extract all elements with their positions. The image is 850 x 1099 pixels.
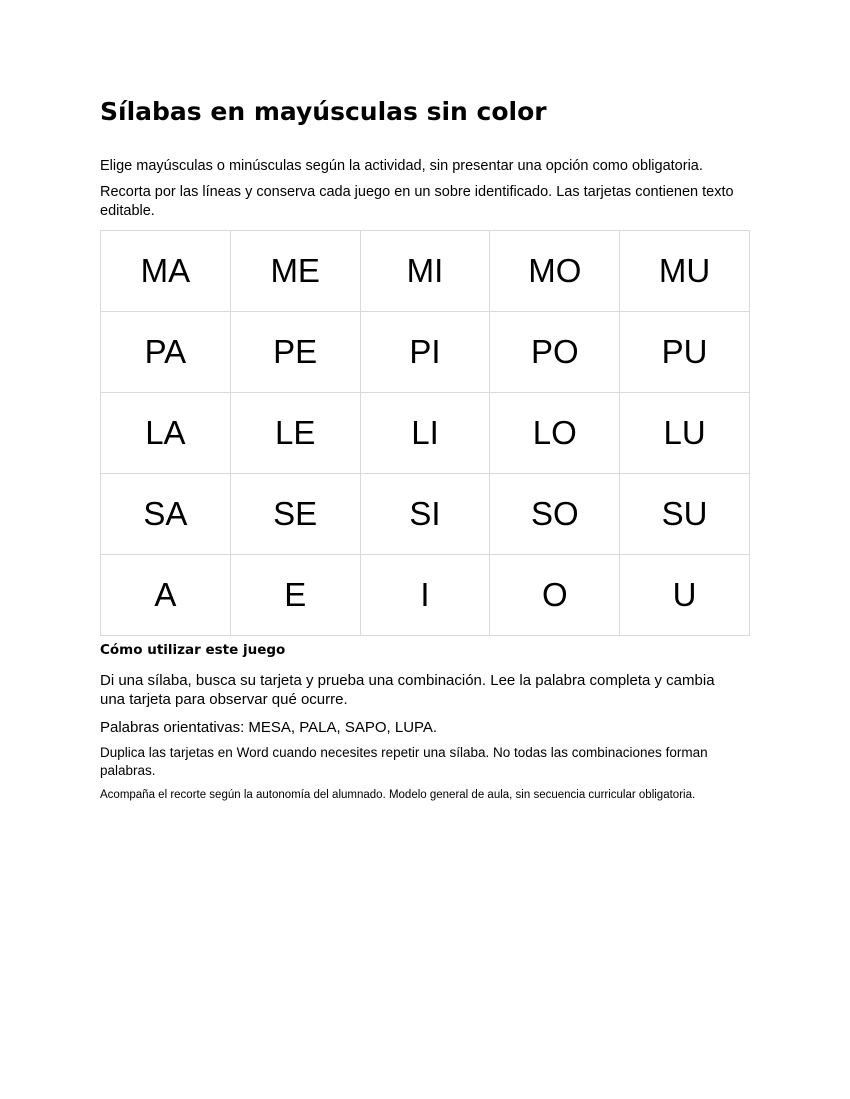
syllable-card: MU: [620, 231, 750, 312]
syllable-card: PI: [360, 312, 490, 393]
syllable-card: PU: [620, 312, 750, 393]
syllable-card: MI: [360, 231, 490, 312]
guide-words: Palabras orientativas: MESA, PALA, SAPO, LUPA.: [100, 719, 438, 736]
footnote: Acompaña el recorte según la autonomía del alumnado. Modelo general de aula, sin secuencia curricular obligatoria.: [100, 789, 696, 801]
syllable-card: I: [360, 555, 490, 636]
syllable-card: LE: [230, 393, 360, 474]
card-row: [101, 555, 750, 636]
syllable-card: PE: [230, 312, 360, 393]
card-row: [101, 393, 750, 474]
syllable-card-grid: [100, 230, 750, 636]
page-title: Sílabas en mayúsculas sin color: [100, 97, 547, 126]
card-row: [101, 474, 750, 555]
card-row: [101, 231, 750, 312]
syllable-card: LO: [490, 393, 620, 474]
instructions-paragraph: Di una sílaba, busca su tarjeta y prueba una combinación. Lee la palabra completa y cambia una tarjeta para observar qué ocurre.: [100, 672, 715, 708]
syllable-card: SO: [490, 474, 620, 555]
syllable-card: O: [490, 555, 620, 636]
syllable-card: LI: [360, 393, 490, 474]
syllable-card: A: [101, 555, 231, 636]
intro-paragraph: Recorta por las líneas y conserva cada juego en un sobre identificado. Las tarjetas contienen texto editable.: [100, 184, 734, 219]
syllable-card: SI: [360, 474, 490, 555]
syllable-card: SU: [620, 474, 750, 555]
syllable-card: SE: [230, 474, 360, 555]
syllable-card: PO: [490, 312, 620, 393]
syllable-card: U: [620, 555, 750, 636]
syllable-card: LA: [101, 393, 231, 474]
card-row: [101, 312, 750, 393]
section-heading: Cómo utilizar este juego: [100, 642, 286, 658]
syllable-card: MO: [490, 231, 620, 312]
intro-paragraph: Elige mayúsculas o minúsculas según la actividad, sin presentar una opción como obligatoria.: [100, 158, 703, 174]
syllable-card: MA: [101, 231, 231, 312]
syllable-card: SA: [101, 474, 231, 555]
syllable-card: ME: [230, 231, 360, 312]
syllable-card: LU: [620, 393, 750, 474]
syllable-card: E: [230, 555, 360, 636]
note-paragraph: Duplica las tarjetas en Word cuando necesites repetir una sílaba. No todas las combinaciones forman palabras.: [100, 745, 708, 778]
syllable-card: PA: [101, 312, 231, 393]
